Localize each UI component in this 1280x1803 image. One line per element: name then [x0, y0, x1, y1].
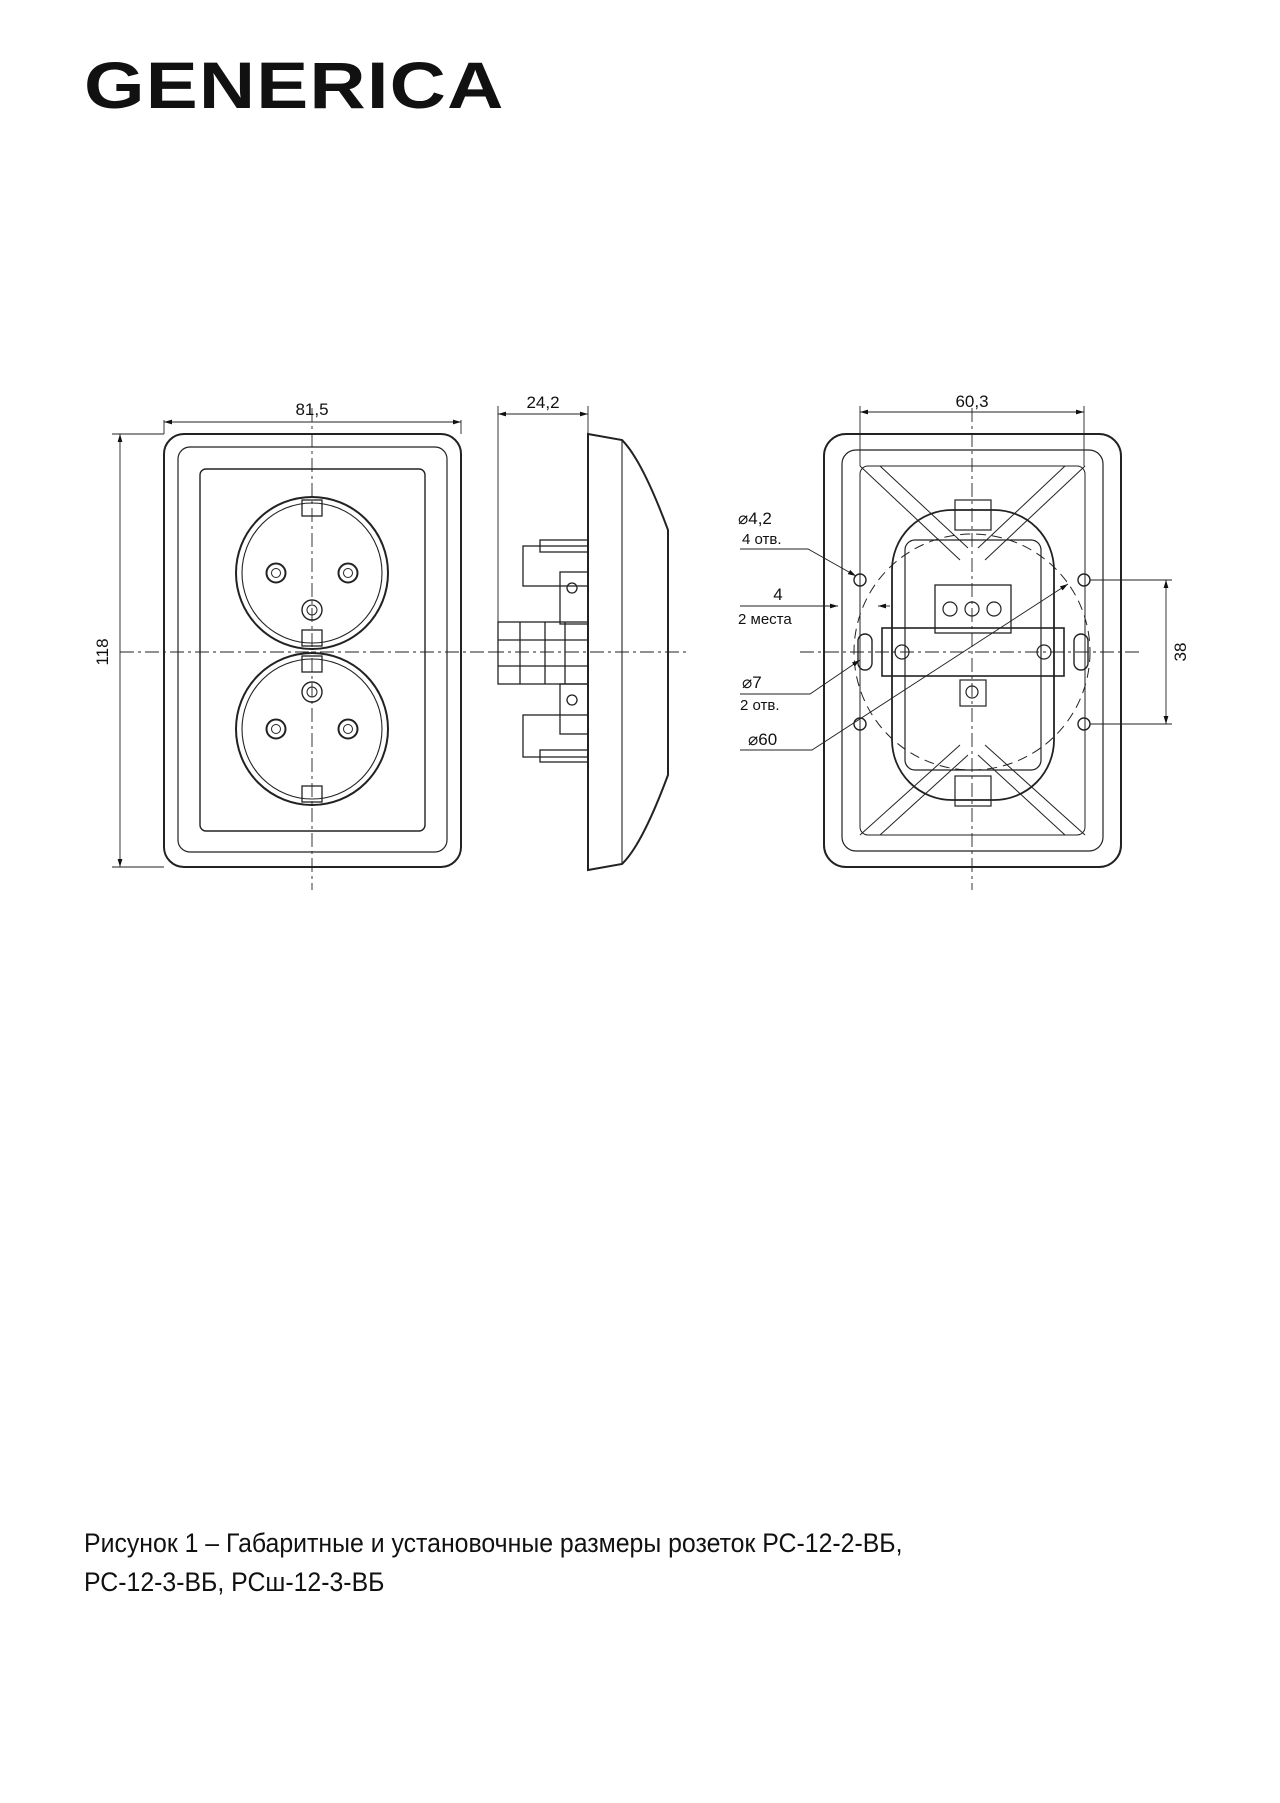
- hole-count-label: 4 отв.: [742, 531, 782, 548]
- front-view: [112, 408, 500, 890]
- caption-line-2: РС-12-3-ВБ, РСш-12-3-ВБ: [84, 1567, 385, 1597]
- hole-bottom-right: [1078, 718, 1090, 730]
- rear-view: [740, 406, 1172, 890]
- offset-label: 4: [773, 585, 783, 604]
- small-hole-count-label: 2 отв.: [740, 697, 780, 714]
- leader-hole: [740, 549, 856, 576]
- hole-diameter-label: ⌀4,2: [738, 509, 772, 528]
- side-view: [490, 406, 690, 870]
- leader-circle: [740, 584, 1068, 750]
- front-width-label: 81,5: [295, 400, 329, 419]
- rear-right-label: 38: [1171, 642, 1190, 662]
- rear-top-label: 60,3: [955, 392, 989, 411]
- rear-frame-outer: [824, 434, 1121, 867]
- hole-top-right: [1078, 574, 1090, 586]
- brand-logo: GENERICA: [84, 48, 505, 122]
- circle-label: ⌀60: [748, 730, 778, 749]
- offset-note-label: 2 места: [738, 611, 792, 628]
- side-mechanism: [498, 540, 588, 762]
- caption-line-1: Рисунок 1 – Габаритные и установочные размеры розеток РС-12-2-ВБ,: [84, 1528, 903, 1558]
- small-hole-label: ⌀7: [742, 673, 762, 692]
- front-height-label: 118: [93, 638, 112, 666]
- side-depth-label: 24,2: [526, 393, 560, 412]
- front-panel: [200, 469, 425, 831]
- figure-caption: [84, 1524, 1096, 1602]
